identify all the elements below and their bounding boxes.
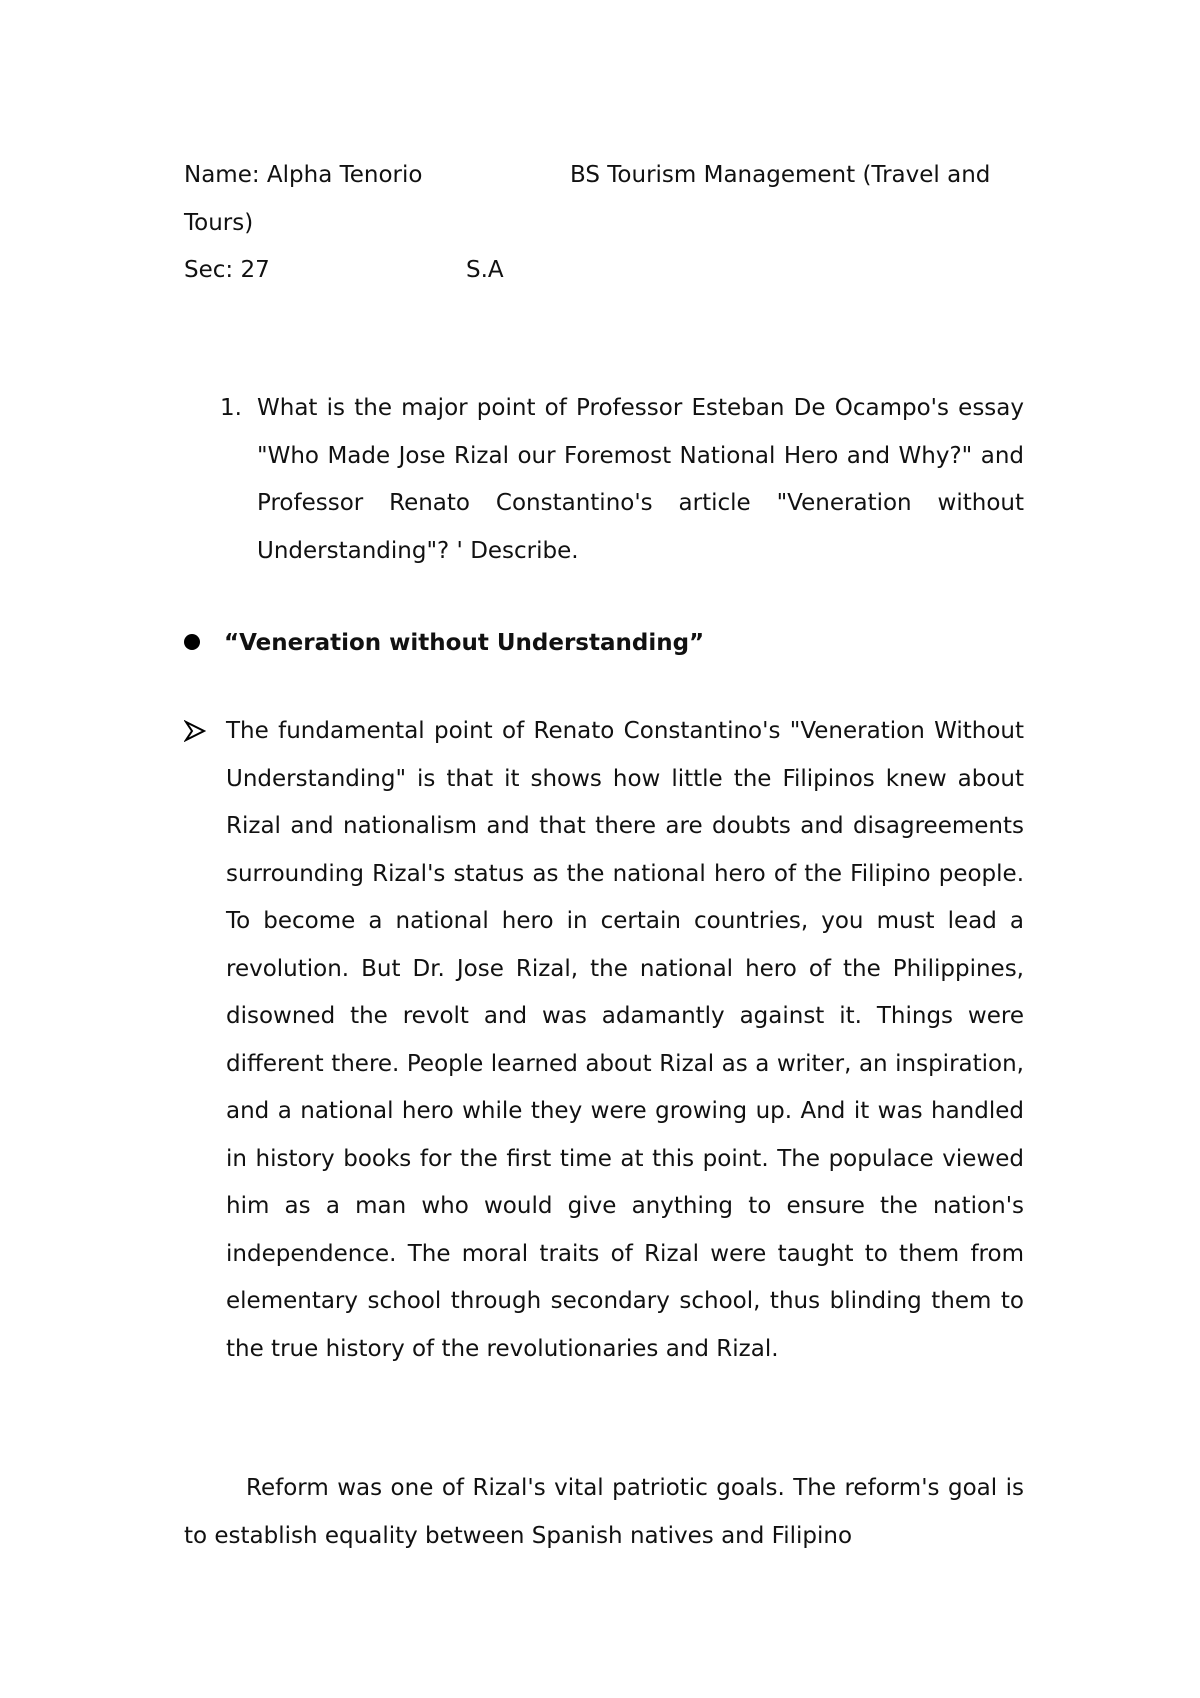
question-number: 1. (220, 395, 242, 421)
arrow-bullet-paragraph (184, 708, 1024, 1373)
header-program-continuation (184, 200, 1024, 248)
section-number: Sec: 27 (184, 257, 270, 283)
filled-circle-bullet-icon (184, 634, 200, 650)
body-paragraph-1: The fundamental point of Renato Constantino's "Veneration Without Understanding" is that it shows how little the Filipinos knew about Rizal and nationalism and that there are doubts and disagreements surrounding Rizal's status as the national hero of the Filipino people. To become a national hero in certain countries, you must lead a revolution. But Dr. Jose Rizal, the national hero of the Philippines, disowned the revolt and was adamantly against it. Things were different there. People learned about Rizal as a writer, an inspiration, and a national hero while they were growing up. And it was handled in history books for the first time at this point. The populace viewed him as a man who would give anything to ensure the nation's independence. The moral traits of Rizal were taught to them from elementary school through secondary school, thus blinding them to the true history of the revolutionaries and Rizal. (226, 718, 1024, 1362)
program-name-continued: Tours) (184, 209, 254, 236)
question-text: What is the major point of Professor Esteban De Ocampo's essay "Who Made Jose Rizal our Foremost National Hero and Why?" and Professor Renato Constantino's article "Veneration without Understanding"? ' Describe. (257, 395, 1024, 564)
body-paragraph-2: Reform was one of Rizal's vital patriotic goals. The reform's goal is to establish equality between Spanish natives and Filipino (184, 1475, 1024, 1549)
section-code: S.A (466, 257, 504, 283)
arrowhead-bullet-icon (184, 720, 206, 742)
student-name: Name: Alpha Tenorio (184, 162, 423, 188)
header-section-line (184, 247, 1024, 295)
section-heading-text: “Veneration without Understanding” (224, 630, 705, 656)
program-name: BS Tourism Management (Travel and (570, 162, 991, 188)
section-heading (184, 620, 1024, 668)
document-header (184, 152, 1024, 295)
question-item (220, 385, 1024, 575)
header-name-line (184, 152, 1024, 200)
